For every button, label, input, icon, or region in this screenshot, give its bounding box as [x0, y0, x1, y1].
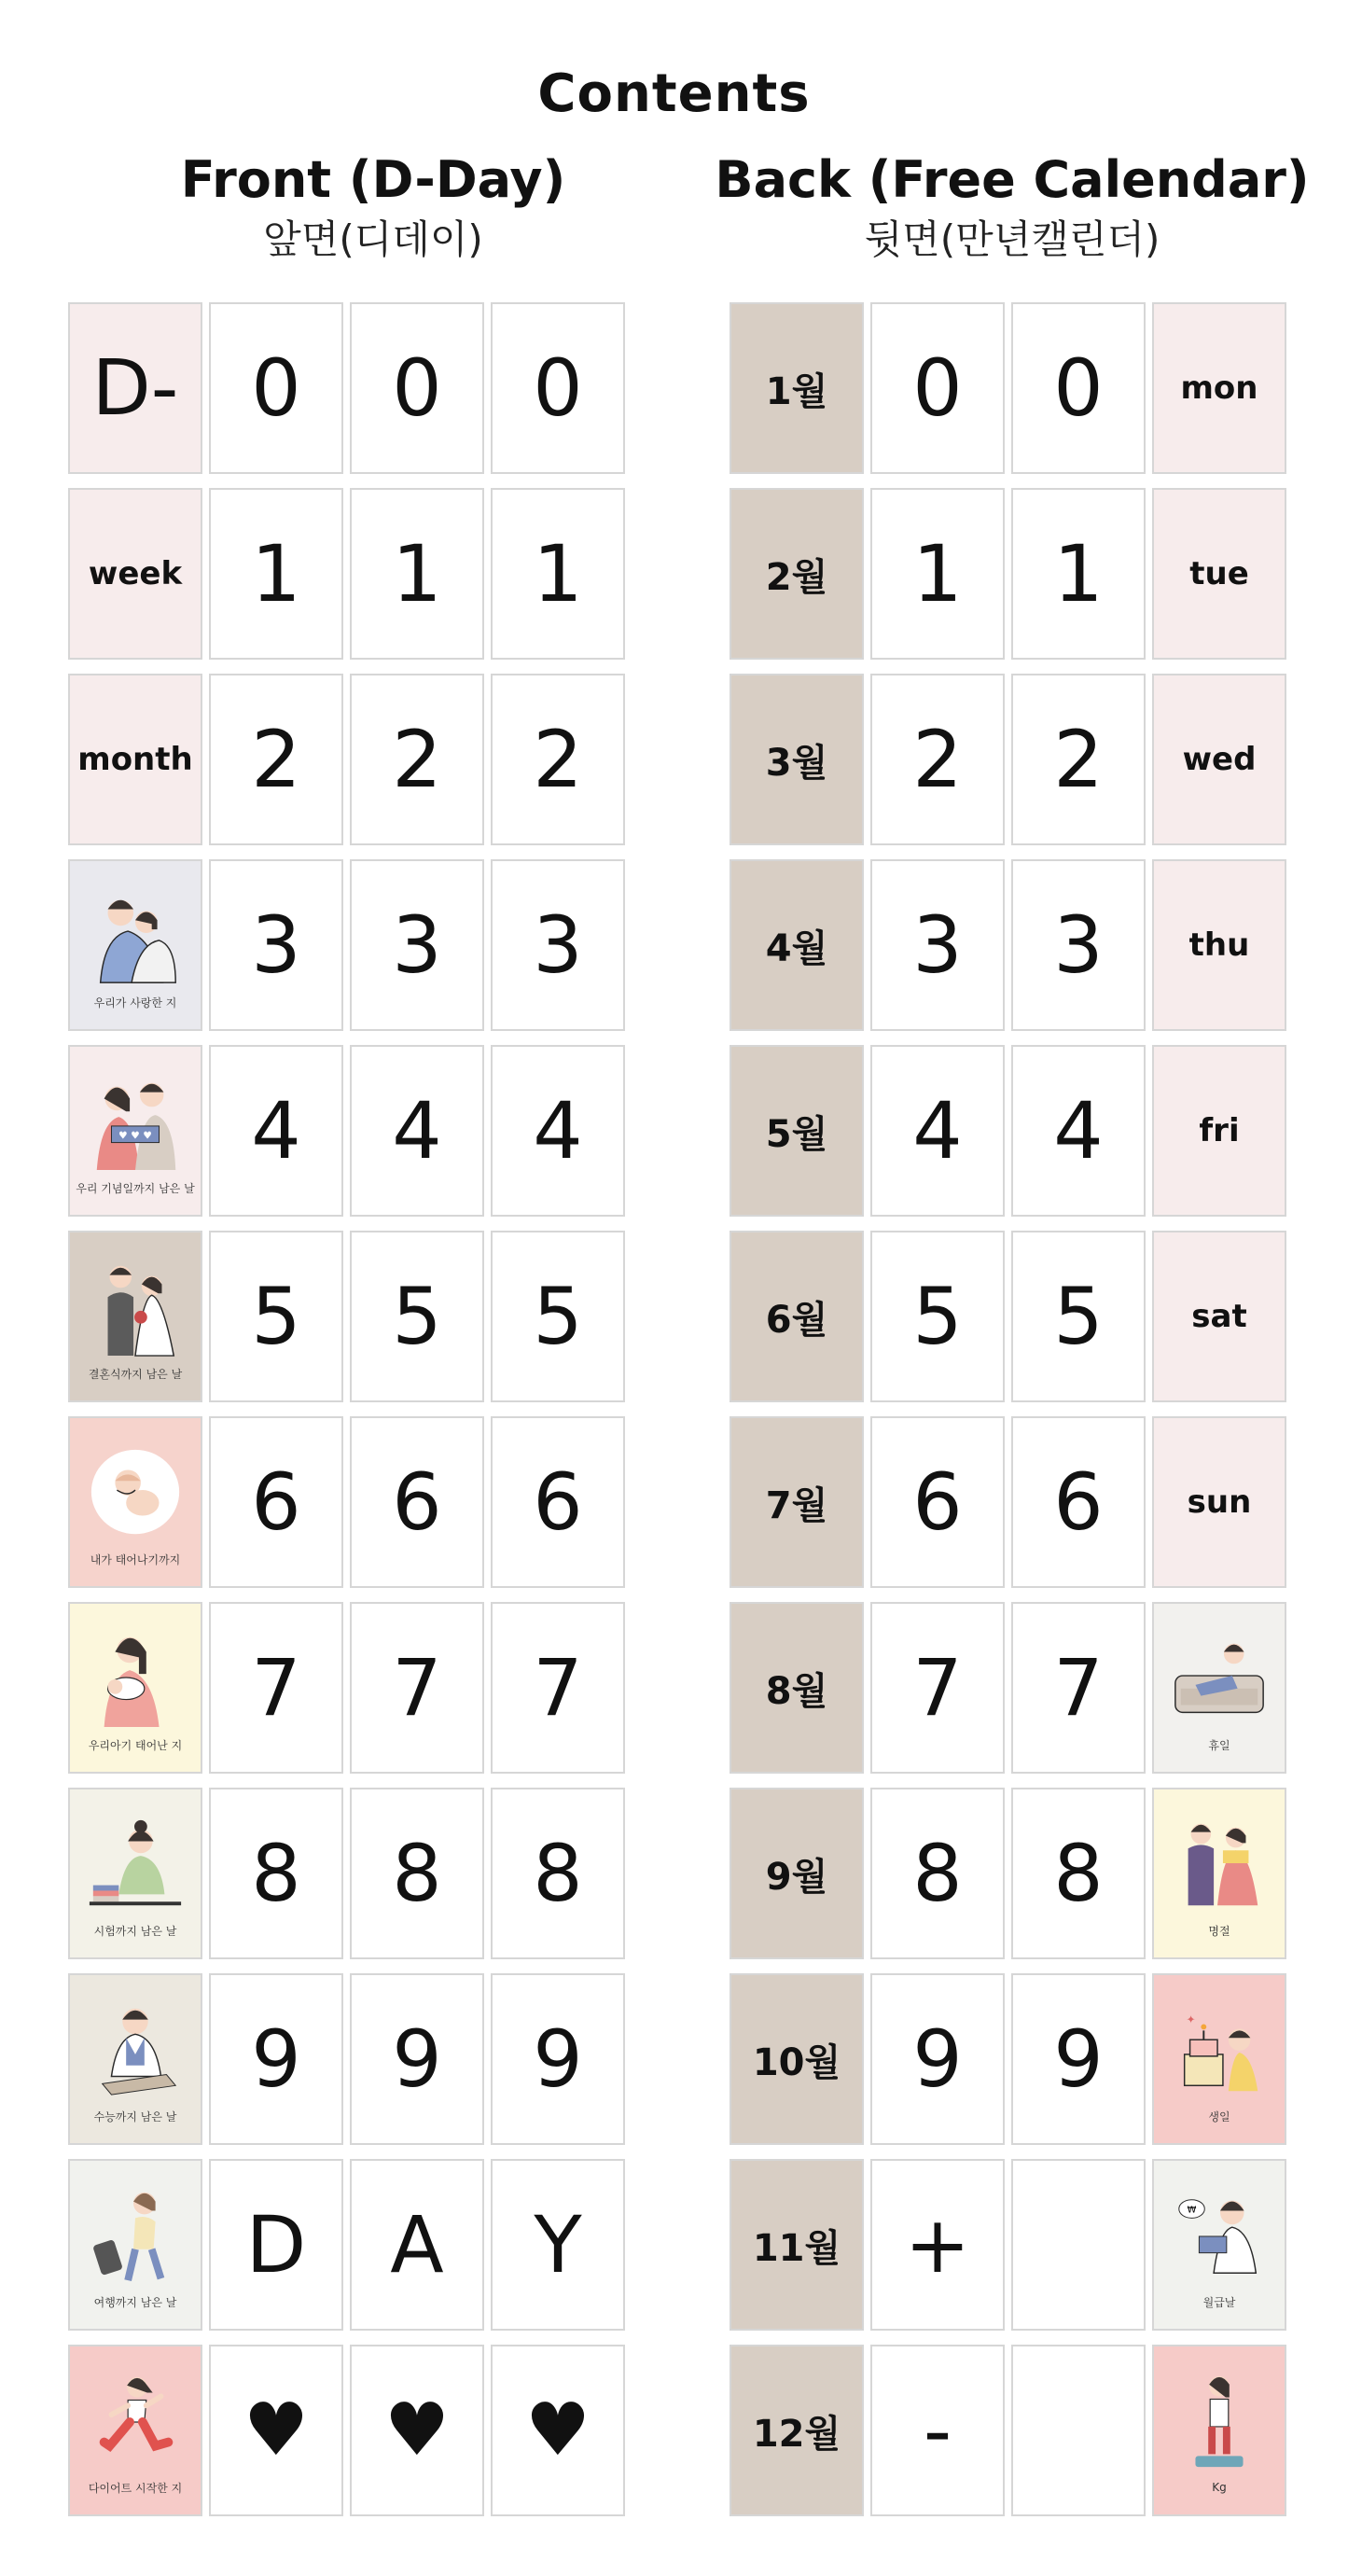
month-card — [730, 2159, 864, 2331]
digit-card — [491, 302, 625, 474]
weekday-label: sat — [1191, 1298, 1247, 1335]
digit-card — [350, 859, 484, 1031]
digit-card — [350, 1416, 484, 1588]
digit-card — [350, 302, 484, 474]
digit-card — [491, 1416, 625, 1588]
couple-anniversary-icon — [84, 1066, 187, 1177]
front-heading — [75, 147, 672, 267]
card-caption: 다이어트 시작한 지 — [88, 2481, 183, 2495]
month-card — [730, 1045, 864, 1217]
digit-card — [491, 859, 625, 1031]
wedding-couple-icon — [84, 1252, 187, 1362]
digit-value: 7 — [533, 1642, 583, 1734]
digit-card — [350, 674, 484, 845]
card-caption: 수능까지 남은 날 — [93, 2110, 177, 2123]
illustration-card — [68, 2159, 202, 2331]
digit-card — [870, 1973, 1005, 2145]
month-label: 7월 — [765, 1483, 828, 1527]
month-card — [730, 488, 864, 660]
digit-value: 4 — [392, 1085, 442, 1177]
digit-value: 8 — [1053, 1828, 1104, 1919]
digit-value: 4 — [251, 1085, 301, 1177]
studying-person-icon — [84, 1809, 187, 1919]
illustration-card — [68, 1231, 202, 1402]
month-card — [730, 1231, 864, 1402]
student-desk-icon — [84, 1995, 187, 2105]
digit-card — [209, 488, 343, 660]
card-caption: 생일 — [1208, 2110, 1230, 2123]
digit-value: 1 — [392, 528, 442, 620]
digit-card — [350, 1231, 484, 1402]
person-on-sofa-icon — [1168, 1623, 1271, 1734]
digit-card — [350, 1045, 484, 1217]
illustration-card — [1152, 2159, 1286, 2331]
illustration-card — [1152, 1788, 1286, 1959]
digit-card — [491, 1602, 625, 1774]
front-subtitle: 앞면(디데이) — [263, 216, 483, 262]
digit-card — [209, 859, 343, 1031]
digit-card — [491, 1231, 625, 1402]
card-caption: 시험까지 남은 날 — [93, 1924, 177, 1938]
month-label: 5월 — [765, 1112, 828, 1156]
digit-value: 9 — [1053, 2013, 1104, 2105]
back-subtitle: 뒷면(만년캘린더) — [864, 216, 1160, 262]
digit-card — [350, 488, 484, 660]
digit-value: 8 — [251, 1828, 301, 1919]
digit-card — [1011, 1231, 1146, 1402]
digit-value: 7 — [912, 1642, 963, 1734]
digit-value: 7 — [392, 1642, 442, 1734]
digit-card — [350, 1602, 484, 1774]
back-heading — [714, 147, 1311, 267]
card-caption: 우리가 사랑한 지 — [93, 996, 177, 1010]
month-label: 6월 — [765, 1298, 828, 1342]
weekday-label: sun — [1187, 1483, 1252, 1521]
digit-value: 8 — [912, 1828, 963, 1919]
month-card — [730, 1973, 864, 2145]
illustration-card — [1152, 1973, 1286, 2145]
blank-card — [1011, 2159, 1146, 2331]
digit-card — [870, 2345, 1005, 2516]
digit-card — [870, 1045, 1005, 1217]
digit-value: ♥ — [384, 2388, 450, 2472]
digit-card — [209, 2345, 343, 2516]
digit-value: 0 — [392, 342, 442, 434]
back-title: Back (Free Calendar) — [715, 150, 1310, 209]
month-label: 8월 — [765, 1669, 828, 1713]
weekday-label: tue — [1189, 555, 1249, 592]
month-card — [730, 674, 864, 845]
digit-card — [870, 674, 1005, 845]
payday-money-icon — [1168, 2180, 1271, 2291]
digit-card — [350, 2159, 484, 2331]
digit-value: 6 — [1053, 1456, 1104, 1548]
digit-value: 9 — [392, 2013, 442, 2105]
digit-value: 2 — [251, 714, 301, 805]
digit-card — [209, 1602, 343, 1774]
illustration-card — [68, 859, 202, 1031]
digit-card — [1011, 859, 1146, 1031]
digit-value: 4 — [533, 1085, 583, 1177]
digit-card — [870, 859, 1005, 1031]
digit-card — [870, 302, 1005, 474]
weekday-label: thu — [1188, 926, 1250, 964]
digit-value: 0 — [912, 342, 963, 434]
weekday-card — [1152, 488, 1286, 660]
card-caption: 명절 — [1208, 1924, 1230, 1938]
month-label: 1월 — [765, 369, 828, 413]
digit-card — [491, 2159, 625, 2331]
digit-card — [870, 2159, 1005, 2331]
month-label: 9월 — [765, 1855, 828, 1899]
digit-value: ♥ — [243, 2388, 309, 2472]
digit-card — [1011, 674, 1146, 845]
digit-card — [209, 1788, 343, 1959]
digit-value: 7 — [1053, 1642, 1104, 1734]
digit-value: 5 — [1053, 1271, 1104, 1362]
weekday-label: mon — [1180, 369, 1258, 407]
digit-value: 5 — [251, 1271, 301, 1362]
digit-value: - — [923, 2385, 952, 2476]
digit-value: 1 — [1053, 528, 1104, 620]
digit-value: 2 — [533, 714, 583, 805]
digit-card — [491, 1045, 625, 1217]
illustration-card — [68, 1045, 202, 1217]
digit-value: 6 — [251, 1456, 301, 1548]
digit-value: 1 — [912, 528, 963, 620]
digit-card — [870, 1231, 1005, 1402]
digit-value: 7 — [251, 1642, 301, 1734]
card-label: D- — [91, 343, 179, 433]
card-caption: 결혼식까지 남은 날 — [88, 1367, 183, 1381]
digit-value: D — [245, 2199, 307, 2291]
digit-value: 6 — [912, 1456, 963, 1548]
card-caption: 휴일 — [1208, 1738, 1230, 1752]
digit-value: 3 — [912, 899, 963, 991]
card-caption: 내가 태어나기까지 — [90, 1553, 181, 1566]
illustration-card — [68, 1788, 202, 1959]
digit-card — [491, 674, 625, 845]
digit-value: 2 — [912, 714, 963, 805]
digit-value: 2 — [1053, 714, 1104, 805]
digit-card — [209, 1045, 343, 1217]
page-title: Contents — [537, 63, 811, 124]
couple-hug-icon — [84, 881, 187, 991]
illustration-card — [68, 2345, 202, 2516]
digit-card — [491, 1973, 625, 2145]
front-title: Front (D-Day) — [180, 150, 566, 209]
digit-value: ♥ — [525, 2388, 591, 2472]
card-caption: 우리아기 태어난 지 — [88, 1738, 183, 1752]
digit-card — [870, 1416, 1005, 1588]
digit-card — [350, 2345, 484, 2516]
digit-card — [491, 2345, 625, 2516]
weekday-card — [1152, 1231, 1286, 1402]
digit-value: 2 — [392, 714, 442, 805]
month-card — [730, 2345, 864, 2516]
digit-card — [209, 1973, 343, 2145]
month-label: 4월 — [765, 926, 828, 970]
label-card — [68, 674, 202, 845]
illustration-card — [68, 1602, 202, 1774]
baby-sleeping-icon — [84, 1438, 187, 1548]
month-label: 10월 — [752, 2040, 841, 2084]
running-woman-icon — [84, 2366, 187, 2476]
weekday-card — [1152, 859, 1286, 1031]
digit-card — [209, 1416, 343, 1588]
digit-value: 9 — [533, 2013, 583, 2105]
label-card — [68, 488, 202, 660]
digit-card — [491, 488, 625, 660]
digit-card — [350, 1973, 484, 2145]
weekday-card — [1152, 1416, 1286, 1588]
digit-card — [350, 1788, 484, 1959]
card-caption: 우리 기념일까지 남은 날 — [76, 1181, 195, 1195]
svg-text:₩: ₩ — [1187, 2204, 1197, 2215]
digit-value: 9 — [251, 2013, 301, 2105]
month-label: 3월 — [765, 741, 828, 785]
birthday-cake-icon — [1168, 1995, 1271, 2105]
digit-card — [1011, 1416, 1146, 1588]
illustration-card — [1152, 1602, 1286, 1774]
digit-card — [1011, 302, 1146, 474]
digit-value: 5 — [912, 1271, 963, 1362]
digit-value: + — [904, 2199, 971, 2291]
digit-value: 6 — [533, 1456, 583, 1548]
card-caption: Kg — [1212, 2481, 1227, 2494]
digit-value: 0 — [1053, 342, 1104, 434]
digit-card — [1011, 1973, 1146, 2145]
digit-card — [870, 1602, 1005, 1774]
digit-card — [1011, 1045, 1146, 1217]
digit-value: 5 — [533, 1271, 583, 1362]
digit-card — [209, 674, 343, 845]
digit-card — [209, 302, 343, 474]
digit-value: 3 — [251, 899, 301, 991]
month-card — [730, 302, 864, 474]
month-label: 12월 — [752, 2412, 841, 2456]
card-caption: 월급날 — [1202, 2295, 1236, 2309]
card-label: week — [88, 555, 183, 592]
digit-card — [1011, 1788, 1146, 1959]
digit-value: 8 — [392, 1828, 442, 1919]
digit-value: 3 — [1053, 899, 1104, 991]
month-card — [730, 859, 864, 1031]
digit-value: 4 — [912, 1085, 963, 1177]
digit-value: 6 — [392, 1456, 442, 1548]
digit-value: 1 — [251, 528, 301, 620]
digit-value: A — [390, 2199, 444, 2291]
digit-card — [491, 1788, 625, 1959]
svg-text:✦: ✦ — [1186, 2012, 1196, 2026]
digit-card — [870, 488, 1005, 660]
blank-card — [1011, 2345, 1146, 2516]
digit-value: 5 — [392, 1271, 442, 1362]
digit-value: 3 — [533, 899, 583, 991]
digit-card — [1011, 1602, 1146, 1774]
month-label: 2월 — [765, 555, 828, 599]
weekday-card — [1152, 1045, 1286, 1217]
digit-value: 8 — [533, 1828, 583, 1919]
card-caption: 여행까지 남은 날 — [93, 2295, 177, 2309]
digit-value: 0 — [251, 342, 301, 434]
weekday-label: fri — [1199, 1112, 1240, 1149]
scale-weight-icon — [1168, 2367, 1271, 2477]
hanbok-couple-icon — [1168, 1809, 1271, 1919]
weekday-card — [1152, 674, 1286, 845]
mother-baby-icon — [84, 1623, 187, 1734]
svg-text:♥ ♥ ♥: ♥ ♥ ♥ — [118, 1129, 152, 1142]
digit-value: 1 — [533, 528, 583, 620]
traveler-luggage-icon — [84, 2180, 187, 2291]
digit-value: 9 — [912, 2013, 963, 2105]
digit-card — [1011, 488, 1146, 660]
illustration-card — [68, 1973, 202, 2145]
weekday-label: wed — [1182, 741, 1257, 778]
digit-card — [870, 1788, 1005, 1959]
weekday-card — [1152, 302, 1286, 474]
label-card — [68, 302, 202, 474]
digit-card — [209, 1231, 343, 1402]
illustration-card — [1152, 2345, 1286, 2516]
month-card — [730, 1788, 864, 1959]
month-label: 11월 — [752, 2226, 841, 2270]
digit-value: 4 — [1053, 1085, 1104, 1177]
digit-value: Y — [534, 2199, 582, 2291]
month-card — [730, 1602, 864, 1774]
month-card — [730, 1416, 864, 1588]
illustration-card — [68, 1416, 202, 1588]
digit-value: 3 — [392, 899, 442, 991]
digit-value: 0 — [533, 342, 583, 434]
digit-card — [209, 2159, 343, 2331]
card-label: month — [77, 741, 193, 778]
